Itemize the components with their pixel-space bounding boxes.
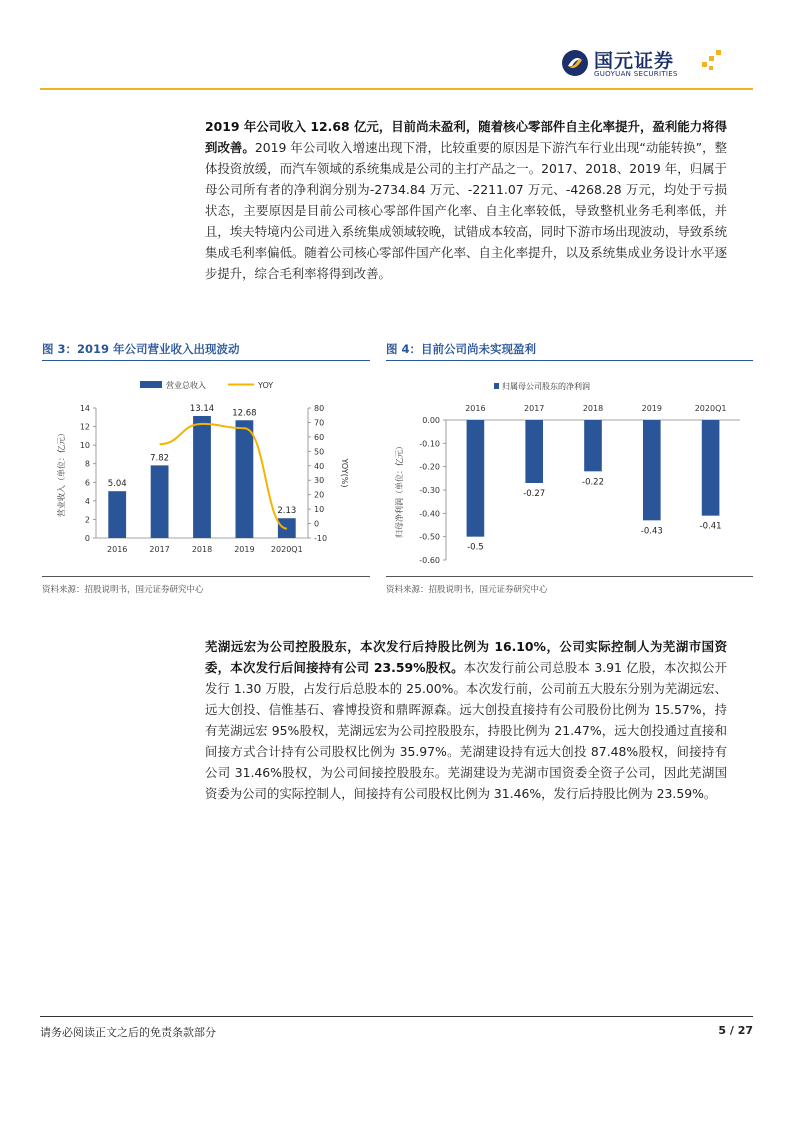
figure4-title: 图 4：目前公司尚未实现盈利 <box>386 342 537 356</box>
revenue-data-label: 13.14 <box>189 403 215 414</box>
y2-tick-label: -10 <box>314 534 328 543</box>
profit-data-label: -0.27 <box>523 489 546 499</box>
x-tick-label: 2018 <box>582 404 604 413</box>
header-divider <box>40 88 753 90</box>
x-tick-label: 2016 <box>465 404 486 413</box>
x-tick-label: 2017 <box>149 545 170 554</box>
y-tick-label: 14 <box>79 404 90 413</box>
y-tick-label: 0 <box>84 534 90 543</box>
x-tick-label: 2019 <box>641 404 662 413</box>
y-tick-label: 8 <box>84 459 90 469</box>
paragraph-shareholders <box>205 636 727 804</box>
y2-tick-label: 50 <box>314 447 325 457</box>
figure3-bottom-rule <box>42 576 370 577</box>
y-axis-title: 营业收入（单位：亿元） <box>57 429 66 517</box>
y-tick-label: -0.50 <box>419 532 440 542</box>
legend-profit-swatch <box>494 383 499 389</box>
y2-tick-label: 60 <box>314 432 325 442</box>
legend-revenue-label: 营业总收入 <box>166 381 206 390</box>
logo-mark-icon <box>560 48 590 78</box>
figure4-source: 资料来源：招股说明书，国元证券研究中心 <box>386 585 548 595</box>
revenue-bar <box>108 491 126 538</box>
revenue-data-label: 7.82 <box>150 453 170 464</box>
y-tick-label: -0.30 <box>419 486 440 495</box>
x-tick-label: 2020Q1 <box>270 545 303 554</box>
y-tick-label: 10 <box>79 441 90 451</box>
logo-name-en: GUOYUAN SECURITIES <box>594 70 678 78</box>
figure3-source: 资料来源：招股说明书，国元证券研究中心 <box>42 585 204 595</box>
legend-yoy-label: YOY <box>258 381 274 390</box>
profit-data-label: -0.43 <box>640 526 663 537</box>
y-tick-label: 4 <box>84 496 90 506</box>
x-tick-label: 2020Q1 <box>694 404 727 413</box>
y2-tick-label: 40 <box>314 461 325 471</box>
y-tick-label: -0.60 <box>419 556 440 565</box>
footer-divider <box>40 1016 753 1017</box>
profit-data-label: -0.5 <box>467 542 484 553</box>
y-tick-label: -0.10 <box>419 439 440 449</box>
revenue-bar <box>193 416 211 538</box>
paragraph-revenue <box>205 116 727 284</box>
y2-axis-title: YOY(%) <box>340 458 349 488</box>
profit-bar <box>643 420 661 520</box>
y-axis-title: 归母净利润（单位：亿元） <box>395 442 404 538</box>
y-tick-label: -0.20 <box>419 462 440 472</box>
net-profit-chart <box>384 364 754 574</box>
yoy-line <box>160 424 287 529</box>
profit-data-label: -0.22 <box>582 477 604 488</box>
paragraph-revenue-body: 2019 年公司收入增速出现下滑，比较重要的原因是下游汽车行业出现“动能转换”，整体投资放缓，而汽车领域的系统集成是公司的主打产品之一。2017、2018、2019 年，归属于母公司所有者的净利润分别为-2734.84 万元、-2211.07 万元、-4268.28 万元，均处于亏损状态，主要原因是目前公司核心零部件国产化率、自主化率较低，导致整机业务毛利率低，并且，埃夫特境内公司进入系统集成领域较晚，试错成本较高，同时下游市场出现波动，导致系统集成毛利率偏低。随着公司核心零部件国产化率、自主化率提升，以及系统集成业务设计水平逐步提升，综合毛利率将得到改善。 <box>205 140 728 281</box>
profit-bar <box>702 420 720 516</box>
paragraph-shareholders-body: 本次发行前公司总股本 3.91 亿股，本次拟公开发行 1.30 万股，占发行后总股本的 25.00%。本次发行前，公司前五大股东分别为芜湖远宏、远大创投、信惟基石、睿博投资和鼎晖源森。远大创投直接持有公司股份比例为 15.57%，持有芜湖远宏 95%股权，芜湖远宏为公司控股股东，持股比例为 21.47%，远大创投通过直接和间接方式合计持有公司股权比例为 35.97%。芜湖建设持有远大创投 87.48%股权，间接持有公司 31.46%股权，为公司间接控股股东。芜湖建设为芜湖市国资委全资子公司，因此芜湖国资委为公司的实际控制人，间接持有公司股权比例为 31.46%，发行后持股比例为 23.59%。 <box>205 660 728 801</box>
y-tick-label: 2 <box>84 515 90 525</box>
x-tick-label: 2019 <box>234 545 255 554</box>
revenue-data-label: 12.68 <box>232 408 257 419</box>
figure4-bottom-rule <box>386 576 753 577</box>
profit-bar <box>584 420 602 471</box>
logo-decoration-icon <box>700 50 724 74</box>
revenue-bar <box>235 420 253 538</box>
revenue-data-label: 5.04 <box>107 479 127 490</box>
figure4-title-rule <box>386 360 753 361</box>
revenue-data-label: 2.13 <box>277 506 297 517</box>
y2-tick-label: 30 <box>314 476 325 486</box>
revenue-chart <box>40 364 380 574</box>
legend-profit-label: 归属母公司股东的净利润 <box>502 382 590 391</box>
y2-tick-label: 10 <box>314 505 325 515</box>
profit-bar <box>525 420 543 483</box>
y2-tick-label: 70 <box>314 418 325 428</box>
y-tick-label: -0.40 <box>419 509 440 519</box>
revenue-bar <box>151 465 169 538</box>
profit-data-label: -0.41 <box>699 521 722 532</box>
logo-name-cn: 国元证券 <box>594 50 675 72</box>
x-tick-label: 2017 <box>524 404 545 413</box>
figure3-title: 图 3：2019 年公司营业收入出现波动 <box>42 342 240 356</box>
y-tick-label: 0.00 <box>422 416 440 425</box>
legend-revenue-swatch <box>140 381 162 388</box>
page-number: 5 / 27 <box>718 1024 753 1037</box>
x-tick-label: 2018 <box>191 545 213 554</box>
paragraph-shareholders-heading: 芜湖远宏为公司控股股东，本次发行后持股比例为 16.10%，公司实际控制人为芜湖市国资委，本次发行后间接持有公司 23.59%股权。 <box>205 639 727 675</box>
paragraph-revenue-heading: 2019 年公司收入 12.68 亿元，目前尚未盈利，随着核心零部件自主化率提升，盈利能力将得到改善。 <box>205 119 727 155</box>
y2-tick-label: 0 <box>314 519 320 529</box>
y-tick-label: 12 <box>79 422 90 432</box>
company-logo <box>560 44 740 84</box>
y-tick-label: 6 <box>84 478 90 488</box>
profit-bar <box>467 420 485 537</box>
y2-tick-label: 80 <box>314 404 325 413</box>
x-tick-label: 2016 <box>107 545 128 554</box>
footer-disclaimer: 请务必阅读正文之后的免责条款部分 <box>40 1026 216 1039</box>
y2-tick-label: 20 <box>314 490 325 500</box>
figure3-title-rule <box>42 360 370 361</box>
